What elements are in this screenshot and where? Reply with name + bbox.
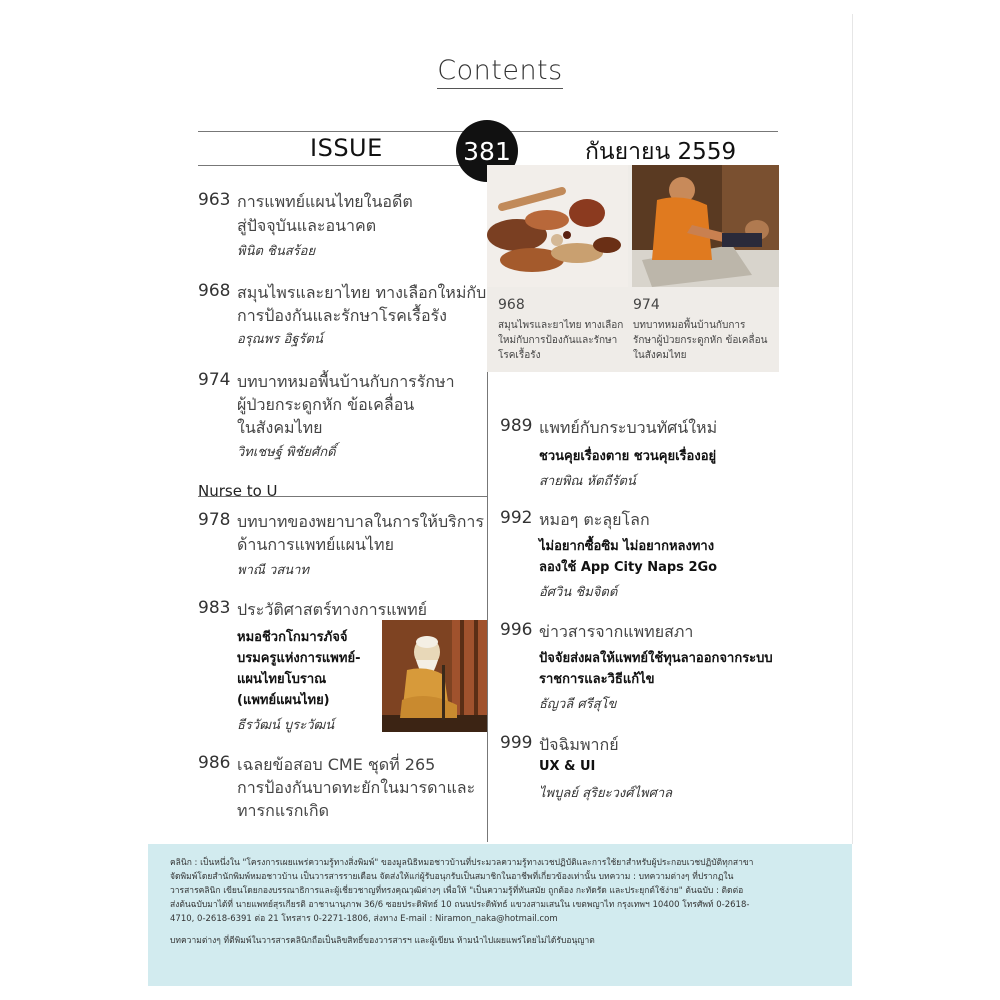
contents-title: Contents	[437, 55, 562, 89]
entry-heading: แพทย์กับกระบวนทัศน์ใหม่	[539, 418, 718, 437]
entry-title-bold: ราชการและวิธีแก้ไข	[539, 672, 655, 687]
hermit-statue-image	[382, 620, 487, 732]
caption-line: โรคเรื้อรัง	[498, 350, 541, 361]
entry-page-number: 999	[500, 733, 533, 753]
page-edge	[852, 14, 853, 844]
issue-label: ISSUE	[310, 134, 383, 162]
entry-title-bold: บรมครูแห่งการแพทย์-	[237, 651, 361, 666]
entry-title-line: ผู้ป่วยกระดูกหัก ข้อเคลื่อน	[237, 395, 415, 414]
entry-heading: ปัจฉิมพากย์	[539, 735, 619, 754]
entry-heading: หมอๆ ตะลุยโลก	[539, 510, 650, 529]
entry-page-number: 989	[500, 416, 533, 436]
entry-title-line: บทบาทของพยาบาลในการให้บริการ	[237, 512, 484, 531]
entry-author: ธีรวัฒน์ บูระวัฒน์	[237, 718, 335, 733]
caption-line: สมุนไพรและยาไทย ทางเลือก	[498, 320, 624, 331]
herbs-graphic	[487, 165, 628, 287]
entry-author: อัศวิน ชิมจิตต์	[539, 585, 618, 600]
hermit-statue-graphic	[382, 620, 487, 732]
herbs-photo	[487, 165, 628, 287]
entry-title-line: สมุนไพรและยาไทย ทางเลือกใหม่กับ	[237, 283, 487, 302]
entry-author: วิทเชษฐ์ พิชัยศักดิ์	[237, 445, 336, 460]
entry-author: สายพิณ หัตถีรัตน์	[539, 474, 636, 489]
entry-title-bold: แผนไทยโบราณ	[237, 672, 327, 687]
entry-title-line: การป้องกันและรักษาโรคเรื้อรัง	[237, 306, 447, 325]
entry-page-number: 992	[500, 508, 533, 528]
caption-page-number: 968	[498, 297, 525, 313]
entry-author: ไพบูลย์ สุริยะวงศ์ไพศาล	[539, 786, 673, 801]
entry-page-number: 974	[198, 370, 231, 390]
caption-line: บทบาทหมอพื้นบ้านกับการ	[633, 320, 746, 331]
issue-number: 381	[463, 136, 511, 166]
caption-page-number: 974	[633, 297, 660, 313]
entry-title-bold: UX & UI	[539, 759, 596, 774]
entry-title-line: บทบาทหมอพื้นบ้านกับการรักษา	[237, 372, 455, 391]
entry-title-line: ในสังคมไทย	[237, 418, 323, 437]
entry-title-bold: ลองใช้ App City Naps 2Go	[539, 560, 718, 575]
entry-title-line: การป้องกันบาดทะยักในมารดาและ	[237, 778, 476, 797]
entry-author: พาณี วสนาท	[237, 563, 310, 578]
monk-graphic	[632, 165, 779, 287]
entry-title-line: เฉลยข้อสอบ CME ชุดที่ 265	[237, 755, 436, 774]
entry-title-bold: ชวนคุยเรื่องตาย ชวนคุยเรื่องอยู่	[539, 449, 717, 464]
entry-title-bold: หมอชีวกโกมารภัจจ์	[237, 630, 348, 645]
entry-page-number: 968	[198, 281, 231, 301]
footer-line: ส่งต้นฉบับมาได้ที่ นายแพทย์สุรเกียรติ อาชานานุภาพ 36/6 ซอยประดิพัทธ์ 10 ถนนประดิพัทธ์ แขวงสามเสนใน เขตพญาไท กรุงเทพฯ 10400 โทรศัพท์ 0-2618-	[170, 900, 750, 910]
footer-line: จัดพิมพ์โดยสำนักพิมพ์หมอชาวบ้าน เป็นวารสารรายเดือน จัดส่งให้แก่ผู้รับอนุกรับเป็นสมาชิกในอาชีพที่เกี่ยวข้องเท่านั้น บทความ : บทความต่างๆ ที่ปรากฏใน	[170, 872, 734, 882]
entry-author: อรุณพร อิฐรัตน์	[237, 332, 323, 347]
entry-title-line: การแพทย์แผนไทยในอดีต	[237, 192, 413, 211]
footer-line: 4710, 0-2618-6391 ต่อ 21 โทรสาร 0-2271-1806, ส่งทาง E-mail : Niramon_naka@hotmail.com	[170, 914, 558, 924]
caption-line: ใหม่กับการป้องกันและรักษา	[498, 335, 618, 346]
entry-author: ธัญวลี ศรีสุโข	[539, 697, 617, 712]
entry-title-bold: (แพทย์แผนไทย)	[237, 693, 330, 708]
footer-line: วารสารคลินิก เขียนโดยกองบรรณาธิการและผู้เชี่ยวชาญที่ทรงคุณวุฒิต่างๆ เพื่อให้ "เป็นความรู้ที่ทันสมัย ถูกต้อง กะทัดรัด และประยุกต์ใช้ง่าย" ต้นฉบับ : ติดต่อ	[170, 886, 744, 896]
issue-month-year: กันยายน 2559	[585, 139, 737, 165]
section-label-nurse-to-u: Nurse to U	[198, 482, 278, 500]
entry-title-line: ด้านการแพทย์แผนไทย	[237, 535, 394, 554]
entry-page-number: 963	[198, 190, 231, 210]
entry-page-number: 986	[198, 753, 231, 773]
entry-page-number: 978	[198, 510, 231, 530]
entry-title-line: สู่ปัจจุบันและอนาคต	[237, 216, 377, 235]
caption-line: ในสังคมไทย	[633, 350, 687, 361]
entry-page-number: 983	[198, 598, 231, 618]
contents-title-wrap	[0, 55, 1000, 86]
entry-title-bold: ไม่อยากซื้อซิม ไม่อยากหลงทาง	[539, 539, 715, 554]
caption-line: รักษาผู้ป่วยกระดูกหัก ข้อเคลื่อน	[633, 335, 768, 346]
footer-copyright-note: บทความต่างๆ ที่ตีพิมพ์ในวารสารคลินิกถือเป็นลิขสิทธิ์ของวารสารฯ และผู้เขียน ห้ามนำไปเผยแพร่โดยไม่ได้รับอนุญาต	[170, 936, 595, 946]
entry-page-number: 996	[500, 620, 533, 640]
entry-heading: ประวัติศาสตร์ทางการแพทย์	[237, 600, 427, 619]
entry-author: พินิต ชินสร้อย	[237, 244, 316, 259]
monk-photo	[632, 165, 779, 287]
entry-title-line: ทารกแรกเกิด	[237, 801, 329, 820]
entry-title-bold: ปัจจัยส่งผลให้แพทย์ใช้ทุนลาออกจากระบบ	[539, 651, 773, 666]
entry-heading: ข่าวสารจากแพทยสภา	[539, 622, 694, 641]
footer-line: คลินิก : เป็นหนึ่งใน "โครงการเผยแพร่ความรู้ทางสิ่งพิมพ์" ของมูลนิธิหมอชาวบ้านที่ประมวลความรู้ทางเวชปฏิบัติและการใช้ยาสำหรับผู้ประกอบเวชปฏิบัติทุกสาขา	[170, 858, 754, 868]
